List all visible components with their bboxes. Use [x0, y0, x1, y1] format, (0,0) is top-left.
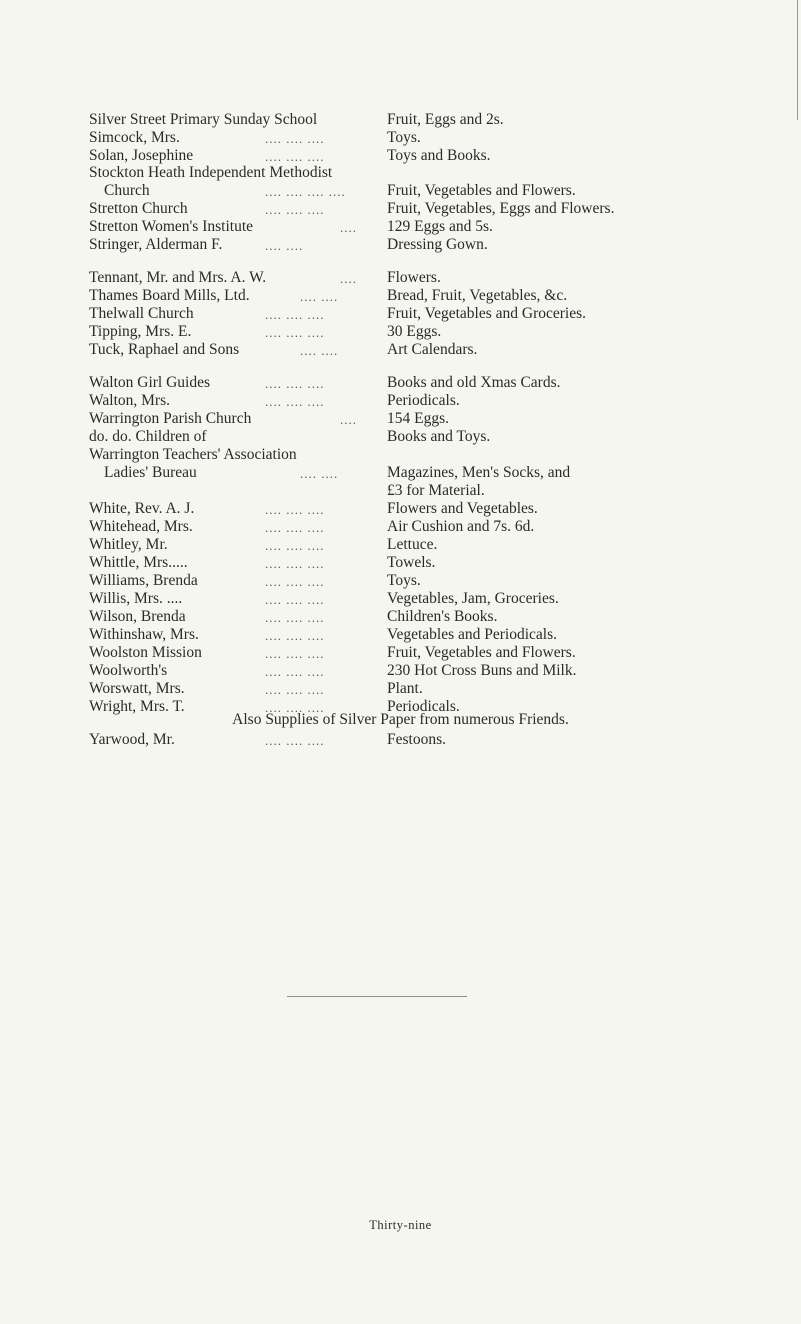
leader-dots: .... .... ....	[265, 682, 325, 697]
entry-donor: Worswatt, Mrs.	[89, 680, 185, 697]
leader-dots: .... .... ....	[265, 502, 325, 517]
leader-dots: .... .... .... ....	[265, 184, 346, 199]
leader-dots: .... .... ....	[265, 202, 325, 217]
entry-gift: Fruit, Vegetables and Groceries.	[387, 305, 587, 322]
page-edge	[797, 0, 798, 120]
entry-donor: White, Rev. A. J.	[89, 500, 195, 517]
leader-dots: .... .... ....	[265, 733, 325, 748]
entry-gift: Toys.	[387, 572, 421, 589]
entry-gift: Magazines, Men's Socks, and	[387, 464, 571, 481]
entry-donor: Stockton Heath Independent Methodist	[89, 164, 333, 181]
entry-donor: Yarwood, Mr.	[89, 731, 175, 748]
entry-donor: Willis, Mrs. ....	[89, 590, 183, 607]
entry-gift: Air Cushion and 7s. 6d.	[387, 518, 535, 535]
entry-donor: Thelwall Church	[89, 305, 194, 322]
entry-gift: Dressing Gown.	[387, 236, 488, 253]
entry-gift: Children's Books.	[387, 608, 498, 625]
leader-dots: .... .... ....	[265, 538, 325, 553]
entry-gift: Plant.	[387, 680, 423, 697]
entry-donor: Withinshaw, Mrs.	[89, 626, 199, 643]
entry-donor: Walton, Mrs.	[89, 392, 170, 409]
entry-donor: Solan, Josephine	[89, 147, 194, 164]
entry-donor: Wilson, Brenda	[89, 608, 186, 625]
entry-gift: Toys and Books.	[387, 147, 491, 164]
entry-gift: Fruit, Eggs and 2s.	[387, 111, 504, 128]
entry-gift: Art Calendars.	[387, 341, 478, 358]
entry-gift: Towels.	[387, 554, 436, 571]
entry-donor: Tuck, Raphael and Sons	[89, 341, 240, 358]
leader-dots: .... .... ....	[265, 556, 325, 571]
entry-donor: do. do. Children of	[89, 428, 207, 445]
leader-dots: .... .... ....	[265, 394, 325, 409]
divider-rule	[287, 996, 467, 997]
leader-dots: .... ....	[300, 289, 339, 304]
entry-donor: Stringer, Alderman F.	[89, 236, 223, 253]
entry-gift: Books and Toys.	[387, 428, 491, 445]
entry-gift: Lettuce.	[387, 536, 438, 553]
leader-dots: .... .... ....	[265, 149, 325, 164]
entry-donor: Stretton Church	[89, 200, 188, 217]
footer-note: Also Supplies of Silver Paper from numerous Friends.	[232, 711, 569, 728]
entry-gift: Fruit, Vegetables, Eggs and Flowers.	[387, 200, 615, 217]
entry-gift: Books and old Xmas Cards.	[387, 374, 561, 391]
entry-gift: 230 Hot Cross Buns and Milk.	[387, 662, 577, 679]
leader-dots: .... .... ....	[265, 628, 325, 643]
entry-donor: Simcock, Mrs.	[89, 129, 180, 146]
entry-gift: Periodicals.	[387, 698, 460, 715]
leader-dots: .... .... ....	[265, 307, 325, 322]
leader-dots: .... ....	[300, 466, 339, 481]
entry-gift: Vegetables, Jam, Groceries.	[387, 590, 559, 607]
leader-dots: .... .... ....	[265, 646, 325, 661]
entry-gift: Bread, Fruit, Vegetables, &c.	[387, 287, 568, 304]
leader-dots: .... .... ....	[265, 592, 325, 607]
entry-gift: £3 for Material.	[387, 482, 485, 499]
entry-donor: Wright, Mrs. T.	[89, 698, 185, 715]
leader-dots: .... .... ....	[265, 664, 325, 679]
leader-dots: .... ....	[265, 238, 304, 253]
entry-donor: Church	[104, 182, 150, 199]
entry-gift: Fruit, Vegetables and Flowers.	[387, 182, 576, 199]
leader-dots: .... .... ....	[265, 574, 325, 589]
entry-gift: Flowers and Vegetables.	[387, 500, 538, 517]
entry-gift: Toys.	[387, 129, 421, 146]
leader-dots: ....	[340, 220, 357, 235]
entry-donor: Williams, Brenda	[89, 572, 198, 589]
entry-gift: Flowers.	[387, 269, 441, 286]
entry-gift: Periodicals.	[387, 392, 460, 409]
entry-donor: Tennant, Mr. and Mrs. A. W.	[89, 269, 267, 286]
entry-donor: Stretton Women's Institute	[89, 218, 253, 235]
entry-donor: Walton Girl Guides	[89, 374, 211, 391]
entry-donor: Woolston Mission	[89, 644, 202, 661]
leader-dots: .... .... ....	[265, 325, 325, 340]
entry-donor: Silver Street Primary Sunday School	[89, 111, 318, 128]
entry-donor: Ladies' Bureau	[104, 464, 197, 481]
entry-gift: Festoons.	[387, 731, 446, 748]
entry-donor: Whitehead, Mrs.	[89, 518, 193, 535]
leader-dots: ....	[340, 271, 357, 286]
leader-dots: .... .... ....	[265, 376, 325, 391]
entry-donor: Whitley, Mr.	[89, 536, 168, 553]
leader-dots: .... .... ....	[265, 520, 325, 535]
entry-donor: Tipping, Mrs. E.	[89, 323, 192, 340]
entry-donor: Thames Board Mills, Ltd.	[89, 287, 250, 304]
entry-gift: 30 Eggs.	[387, 323, 442, 340]
entry-gift: 154 Eggs.	[387, 410, 449, 427]
leader-dots: .... ....	[300, 343, 339, 358]
leader-dots: .... .... ....	[265, 131, 325, 146]
leader-dots: .... .... ....	[265, 610, 325, 625]
entry-gift: 129 Eggs and 5s.	[387, 218, 493, 235]
entry-donor: Woolworth's	[89, 662, 168, 679]
entry-donor: Warrington Teachers' Association	[89, 446, 297, 463]
entry-gift: Fruit, Vegetables and Flowers.	[387, 644, 576, 661]
leader-dots: .... .... ....	[265, 700, 325, 715]
page-number: Thirty-nine	[369, 1218, 432, 1232]
entry-donor: Warrington Parish Church	[89, 410, 252, 427]
entry-gift: Vegetables and Periodicals.	[387, 626, 558, 643]
leader-dots: ....	[340, 412, 357, 427]
entry-donor: Whittle, Mrs.....	[89, 554, 188, 571]
